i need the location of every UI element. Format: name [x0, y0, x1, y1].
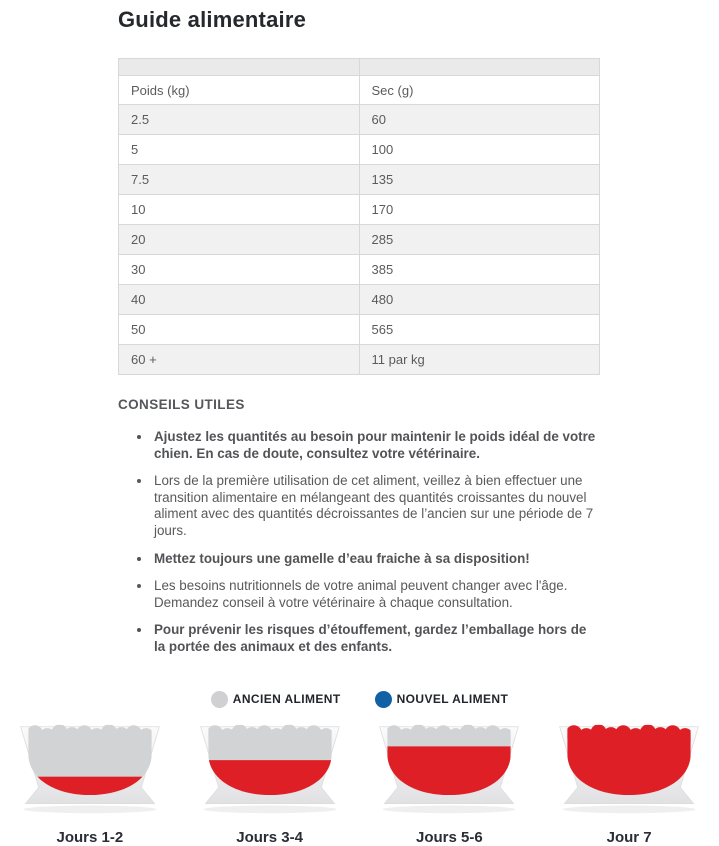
table-header-band-cell [359, 59, 600, 76]
bowl-label: Jours 1-2 [56, 828, 124, 846]
weight-cell: 20 [119, 225, 360, 255]
bowl-item [361, 721, 537, 846]
bowl-label: Jours 3-4 [236, 828, 303, 846]
page-title: Guide alimentaire [118, 7, 307, 32]
bowl-item [182, 721, 358, 846]
weight-cell: 5 [119, 135, 360, 165]
bowl-icon [548, 721, 710, 816]
weight-cell: 7.5 [119, 165, 360, 195]
main-content [118, 0, 600, 656]
tip-item: • Les besoins nutritionnels de votre animal peuvent changer avec l'âge. Demandez conseil à votre vétérinaire à chaque consultation. [152, 578, 600, 611]
amount-cell: 285 [359, 225, 600, 255]
bowl-icon [189, 721, 351, 816]
table-row [119, 135, 600, 165]
amount-cell: 170 [359, 195, 600, 225]
weight-cell: 40 [119, 285, 360, 315]
bowl-label: Jour 7 [606, 828, 652, 846]
weight-cell: 10 [119, 195, 360, 225]
new-food-label: NOUVEL ALIMENT [396, 692, 509, 707]
bowl-item [541, 721, 717, 846]
table-row [119, 285, 600, 315]
weight-column-label: Poids (kg) [119, 76, 360, 105]
amount-cell: 11 par kg [359, 345, 600, 375]
table-row [119, 345, 600, 375]
old-food-dot-icon [211, 691, 228, 708]
old-food-label: ANCIEN ALIMENT [232, 692, 341, 707]
table-column-labels-row [119, 76, 600, 105]
legend-old-food [211, 691, 341, 708]
tips-list [118, 429, 600, 656]
table-header-band [119, 59, 600, 76]
tip-item: • Pour prévenir les risques d’étouffement, gardez l’emballage hors de la portée des animaux et des enfants. [152, 622, 600, 655]
amount-cell: 565 [359, 315, 600, 345]
tips-heading: CONSEILS UTILES [118, 397, 245, 412]
tip-item: • Lors de la première utilisation de cet aliment, veillez à bien effectuer une transition alimentaire en mélangeant des quantités croissantes du nouvel aliment avec des quantités décroissantes de l’ancien sur une période de 7 jours. [152, 473, 600, 539]
weight-cell: 2.5 [119, 105, 360, 135]
bowl-icon [368, 721, 530, 816]
table-row [119, 105, 600, 135]
table-header-band-cell [119, 59, 360, 76]
amount-cell: 135 [359, 165, 600, 195]
weight-cell: 60 + [119, 345, 360, 375]
feeding-guide-table-body [119, 59, 600, 375]
bowl-label: Jours 5-6 [416, 828, 483, 846]
legend-new-food [375, 691, 509, 708]
amount-cell: 60 [359, 105, 600, 135]
weight-cell: 50 [119, 315, 360, 345]
amount-cell: 480 [359, 285, 600, 315]
table-row [119, 195, 600, 225]
table-row [119, 315, 600, 345]
dry-food-column-label: Sec (g) [359, 76, 600, 105]
weight-cell: 30 [119, 255, 360, 285]
table-row [119, 255, 600, 285]
feeding-guide-table [118, 58, 600, 375]
table-row [119, 225, 600, 255]
bowl-icon [9, 721, 171, 816]
new-food-dot-icon [375, 691, 392, 708]
amount-cell: 100 [359, 135, 600, 165]
table-row [119, 165, 600, 195]
amount-cell: 385 [359, 255, 600, 285]
transition-bowls-row [0, 721, 719, 846]
food-legend [0, 691, 719, 708]
tip-item: • Mettez toujours une gamelle d’eau fraiche à sa disposition! [152, 551, 600, 568]
tip-item: • Ajustez les quantités au besoin pour maintenir le poids idéal de votre chien. En cas de doute, consultez votre vétérinaire. [152, 429, 600, 462]
bowl-item [2, 721, 178, 846]
